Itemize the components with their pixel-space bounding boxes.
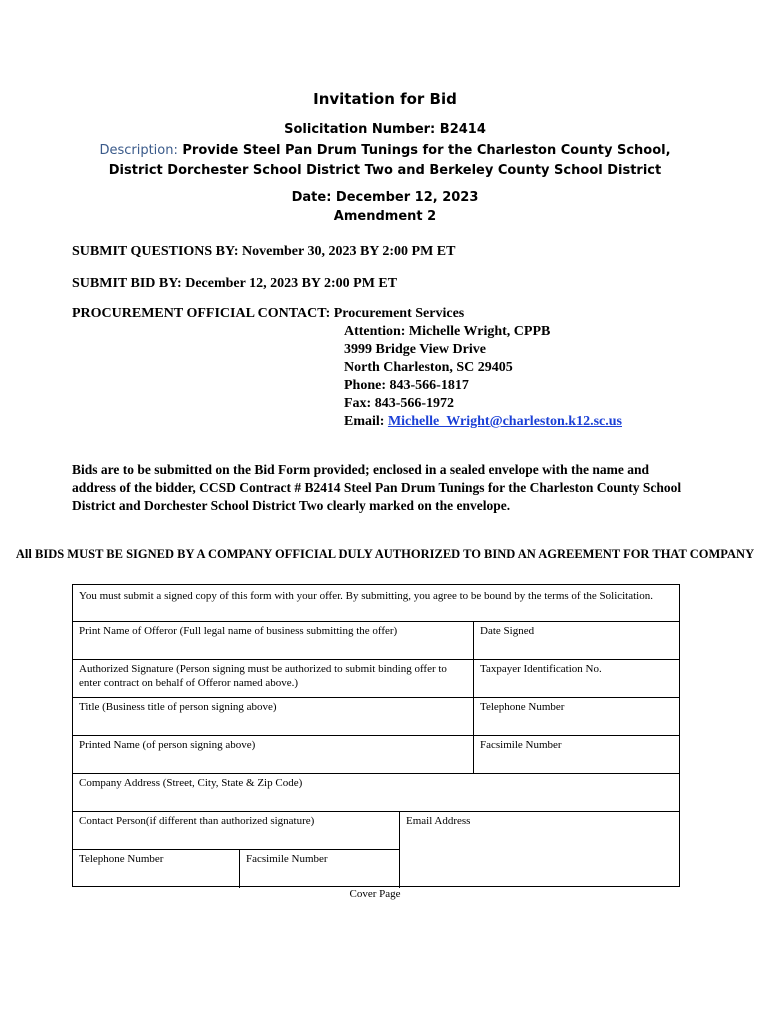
- contact-person-field[interactable]: Contact Person(if different than authorized signature): [79, 815, 315, 827]
- taxpayer-id-field[interactable]: Taxpayer Identification No.: [480, 663, 602, 675]
- facsimile-number-field[interactable]: Facsimile Number: [246, 853, 328, 865]
- form-row-title: [73, 697, 679, 735]
- form-row-address: [73, 773, 679, 811]
- description-text: Provide Steel Pan Drum Tunings for the Charleston County School, District Dorchester School District Two and Berkeley County School District: [108, 143, 671, 178]
- contact-phone: Phone: 843-566-1817: [344, 378, 469, 393]
- amendment: Amendment 2: [333, 209, 437, 224]
- contact-label: PROCUREMENT OFFICIAL CONTACT: Procurement Services: [72, 306, 465, 321]
- description-label: Description:: [99, 143, 178, 158]
- contact-attention: Attention: Michelle Wright, CPPB: [344, 324, 551, 339]
- telephone-field[interactable]: Telephone Number: [480, 701, 565, 713]
- form-intro: You must submit a signed copy of this form with your offer. By submitting, you agree to be bound by the terms of the Solicitation.: [79, 590, 653, 602]
- contact-email-label: Email:: [344, 414, 388, 429]
- contact-email-link[interactable]: Michelle_Wright@charleston.k12.sc.us: [387, 414, 622, 429]
- submission-instructions: Bids are to be submitted on the Bid Form provided; enclosed in a sealed envelope with the name and address of the bidder, CCSD Contract # B2414 Steel Pan Drum Tunings for the Charleston County School District and Dorchester School District Two clearly marked on the envelope.: [72, 462, 682, 513]
- telephone-number-field[interactable]: Telephone Number: [79, 853, 164, 865]
- title-field[interactable]: Title (Business title of person signing above): [79, 701, 277, 713]
- company-address-field[interactable]: Company Address (Street, City, State & Zip Code): [79, 777, 303, 789]
- document-title: Invitation for Bid: [313, 90, 457, 108]
- contact-block: [344, 305, 622, 431]
- contact-city: North Charleston, SC 29405: [344, 360, 513, 375]
- questions-deadline: SUBMIT QUESTIONS BY: November 30, 2023 BY 2:00 PM ET: [72, 244, 456, 259]
- form-row-contact: [73, 811, 679, 849]
- facsimile-field[interactable]: Facsimile Number: [480, 739, 562, 751]
- solicitation-number: Solicitation Number: B2414: [284, 122, 486, 137]
- signature-requirement: All BIDS MUST BE SIGNED BY A COMPANY OFFICIAL DULY AUTHORIZED TO BIND AN AGREEMENT FOR THAT COMPANY: [15, 547, 755, 561]
- bid-form: [72, 584, 680, 887]
- page-footer: Cover Page: [349, 888, 401, 900]
- printed-name-field[interactable]: Printed Name (of person signing above): [79, 739, 256, 751]
- form-row-phone: [73, 849, 400, 887]
- contact-email-line: [344, 413, 622, 431]
- issue-date: Date: December 12, 2023: [291, 190, 479, 205]
- date-signed-field[interactable]: Date Signed: [480, 625, 535, 637]
- print-name-field[interactable]: Print Name of Offeror (Full legal name of business submitting the offer): [79, 625, 398, 637]
- contact-street: 3999 Bridge View Drive: [344, 342, 486, 357]
- contact-fax: Fax: 843-566-1972: [344, 396, 455, 411]
- form-row-printed-name: [73, 735, 679, 773]
- description: [74, 141, 696, 181]
- bid-deadline: SUBMIT BID BY: December 12, 2023 BY 2:00 PM ET: [72, 276, 398, 291]
- email-address-field[interactable]: Email Address: [406, 815, 471, 827]
- form-row-signature: [73, 659, 679, 697]
- form-row-name: [73, 621, 679, 659]
- authorized-signature-field[interactable]: Authorized Signature (Person signing must be authorized to submit binding offer to enter contract on behalf of Offeror named above.): [79, 663, 447, 689]
